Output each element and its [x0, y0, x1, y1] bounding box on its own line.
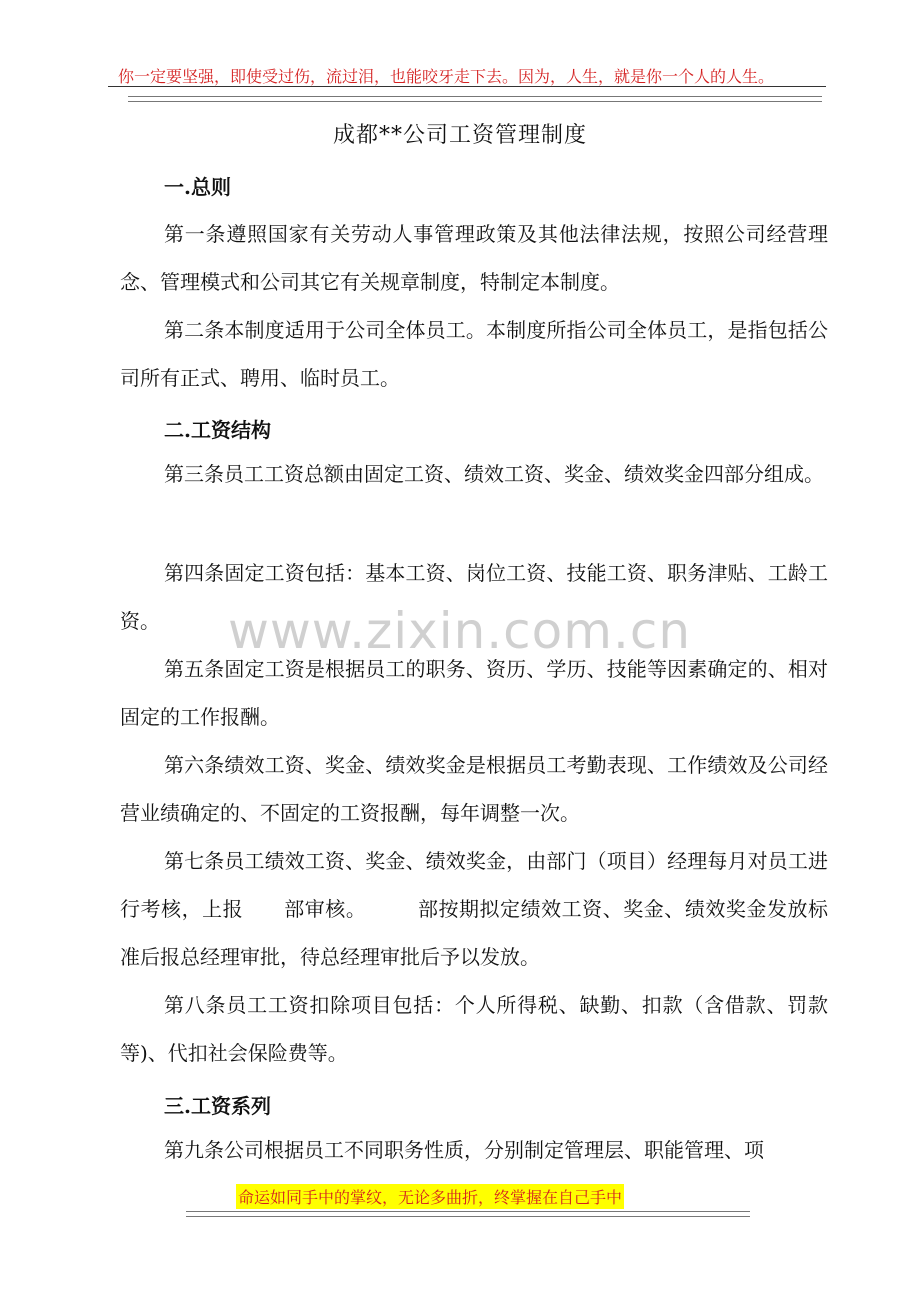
double-divider-bottom: [186, 1211, 750, 1217]
section-heading-salary-series: 三.工资系列: [164, 1094, 271, 1118]
paragraph-article-9: 第九条公司根据员工不同职务性质，分别制定管理层、职能管理、项: [164, 1138, 764, 1162]
paragraph-article-6: 第六条绩效工资、奖金、绩效奖金是根据员工考勤表现、工作绩效及公司经营业绩确定的、不固定的工资报酬，每年调整一次。: [120, 753, 828, 825]
header-divider: [108, 86, 826, 87]
paragraph-article-2: 第二条本制度适用于公司全体员工。本制度所指公司全体员工，是指包括公司所有正式、聘用、临时员工。: [120, 318, 828, 390]
watermark: www.zixin.com.cn: [228, 602, 692, 660]
paragraph-article-3: 第三条员工工资总额由固定工资、绩效工资、奖金、绩效奖金四部分组成。: [164, 462, 824, 486]
footer-quote: 命运如同手中的掌纹，无论多曲折，终掌握在自己手中: [236, 1184, 624, 1209]
double-divider-top: [128, 96, 822, 102]
page-title: 成都**公司工资管理制度: [332, 123, 587, 148]
section-heading-salary-structure: 二.工资结构: [164, 418, 271, 442]
paragraph-article-8: 第八条员工工资扣除项目包括：个人所得税、缺勤、扣款（含借款、罚款等)、代扣社会保险费等。: [120, 993, 828, 1065]
section-heading-general: 一.总则: [164, 175, 231, 199]
paragraph-article-7: 第七条员工绩效工资、奖金、绩效奖金，由部门（项目）经理每月对员工进行考核，上报 部审核。 部按期拟定绩效工资、奖金、绩效奖金发放标准后报总经理审批，待总经理审批后予以发放。: [120, 849, 828, 969]
paragraph-article-1: 第一条遵照国家有关劳动人事管理政策及其他法律法规，按照公司经营理念、管理模式和公司其它有关规章制度，特制定本制度。: [120, 222, 828, 294]
paragraph-article-5: 第五条固定工资是根据员工的职务、资历、学历、技能等因素确定的、相对固定的工作报酬。: [120, 657, 828, 729]
header-quote: 你一定要坚强，即使受过伤，流过泪，也能咬牙走下去。因为，人生，就是你一个人的人生。: [118, 67, 775, 86]
paragraph-article-4: 第四条固定工资包括：基本工资、岗位工资、技能工资、职务津贴、工龄工资。: [120, 561, 828, 633]
